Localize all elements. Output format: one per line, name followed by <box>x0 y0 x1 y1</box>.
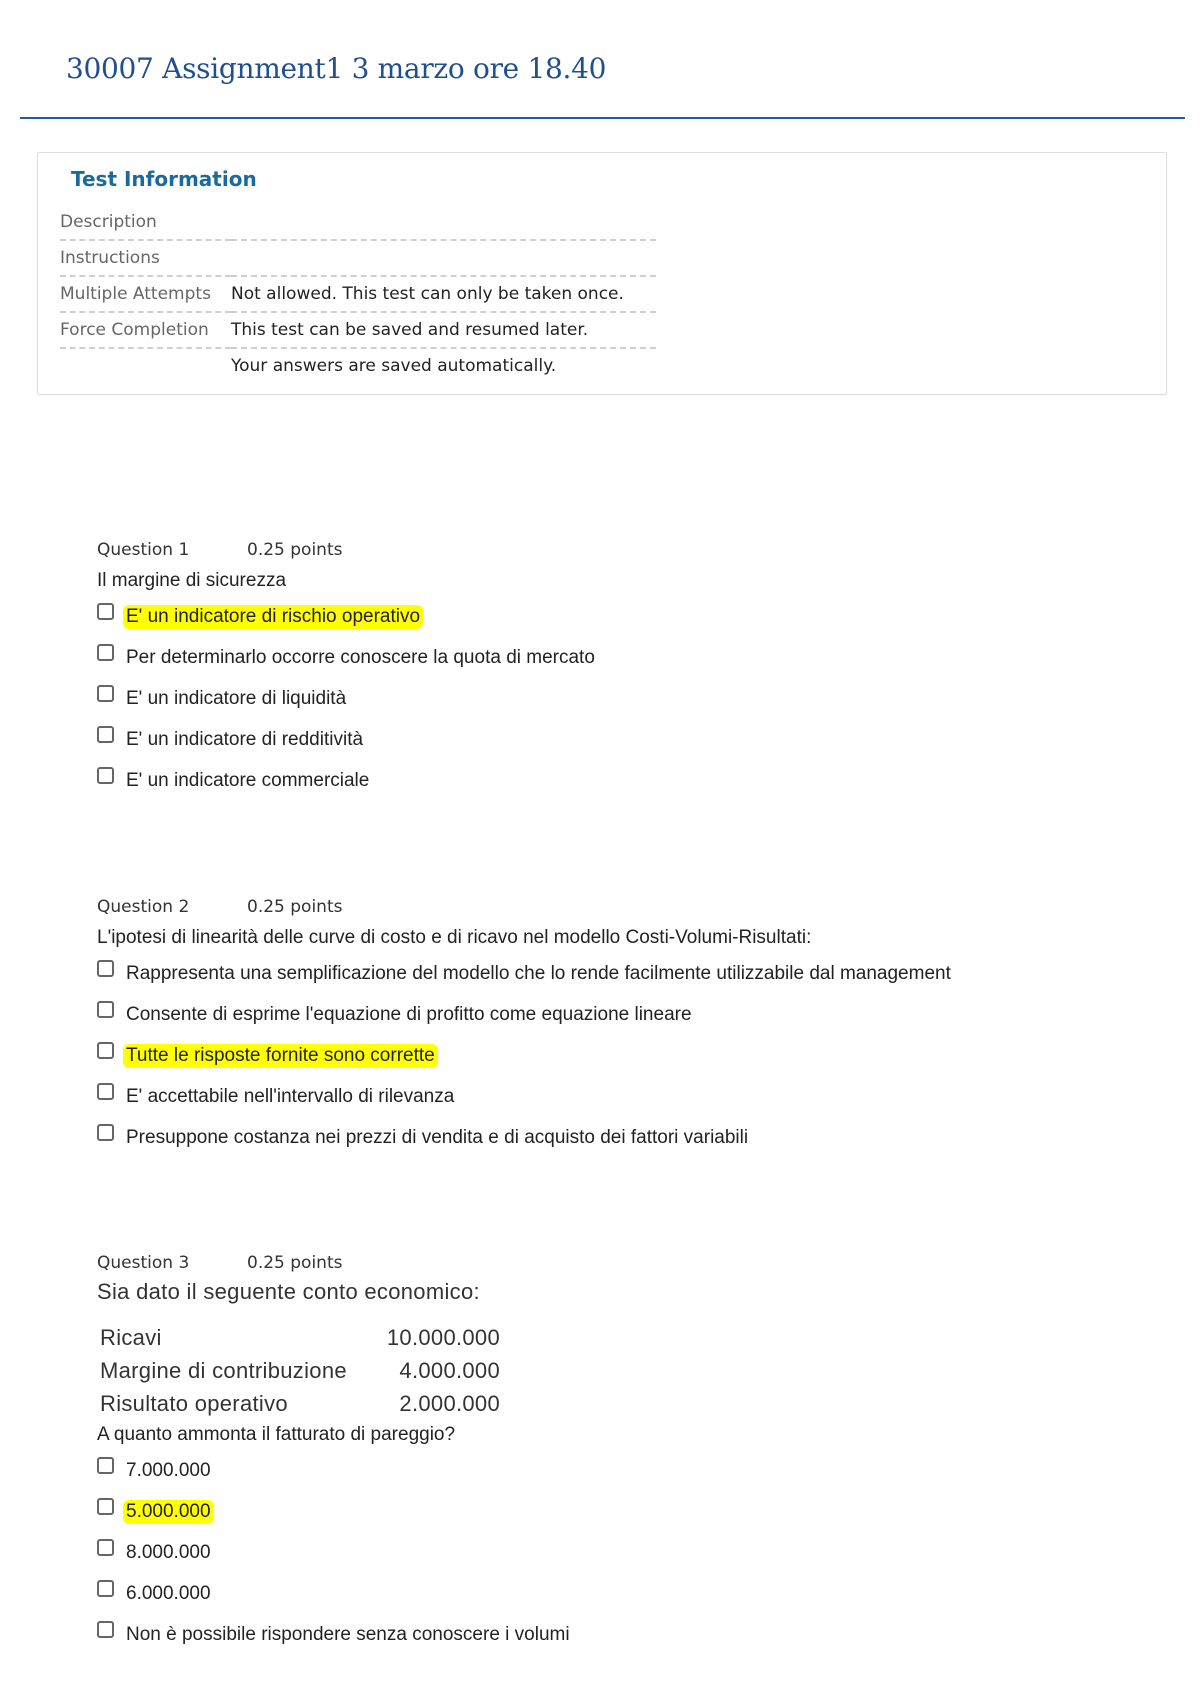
answer-option[interactable] <box>97 1117 1097 1158</box>
info-row-autosave <box>60 348 656 383</box>
question-header <box>97 1253 1097 1277</box>
answer-text: Consente di esprime l'equazione di profitto come equazione lineare <box>126 1003 692 1025</box>
income-label: Ricavi <box>100 1324 162 1350</box>
page-title: 30007 Assignment1 3 marzo ore 18.40 <box>66 52 607 85</box>
answer-checkbox[interactable] <box>97 1001 114 1018</box>
info-label: Description <box>60 205 231 240</box>
answer-checkbox[interactable] <box>97 1042 114 1059</box>
info-label: Instructions <box>60 240 231 276</box>
answer-option[interactable] <box>97 953 1097 994</box>
income-value: 2.000.000 <box>399 1390 500 1416</box>
question-text: L'ipotesi di linearità delle curve di costo e di ricavo nel modello Costi-Volumi-Risultati: <box>97 927 812 948</box>
question-1 <box>97 540 1097 801</box>
answer-checkbox[interactable] <box>97 685 114 702</box>
answer-text: E' un indicatore di rischio operativo <box>123 605 423 629</box>
answer-option[interactable] <box>97 1035 1097 1076</box>
answer-text: Presuppone costanza nei prezzi di vendita e di acquisto dei fattori variabili <box>126 1126 749 1148</box>
answer-list <box>97 596 1097 801</box>
title-divider <box>20 117 1185 119</box>
answer-option[interactable] <box>97 1614 1097 1655</box>
answer-option[interactable] <box>97 678 1097 719</box>
question-text: Il margine di sicurezza <box>97 570 287 591</box>
info-label: Force Completion <box>60 312 231 348</box>
info-label <box>60 348 231 383</box>
question-2 <box>97 897 1097 1158</box>
answer-text: E' un indicatore di liquidità <box>126 687 347 709</box>
question-points: 0.25 points <box>247 540 343 560</box>
question-intro: Sia dato il seguente conto economico: <box>97 1279 480 1304</box>
income-value: 10.000.000 <box>386 1324 500 1350</box>
answer-list <box>97 1450 1097 1655</box>
question-3 <box>97 1253 1097 1655</box>
question-number: Question 1 <box>97 540 190 560</box>
info-row-description <box>60 205 656 240</box>
answer-option[interactable] <box>97 1450 1097 1491</box>
answer-option[interactable] <box>97 1532 1097 1573</box>
answer-text: Per determinarlo occorre conoscere la quota di mercato <box>126 646 595 668</box>
answer-text: E' un indicatore commerciale <box>126 769 370 791</box>
income-label: Risultato operativo <box>100 1390 288 1416</box>
answer-checkbox[interactable] <box>97 1457 114 1474</box>
info-value: Not allowed. This test can only be taken once. <box>231 276 656 312</box>
answer-checkbox[interactable] <box>97 1124 114 1141</box>
answer-text: Non è possibile rispondere senza conoscere i volumi <box>126 1623 570 1645</box>
answer-checkbox[interactable] <box>97 1580 114 1597</box>
question-points: 0.25 points <box>247 897 343 917</box>
question-header <box>97 540 1097 564</box>
question-number: Question 3 <box>97 1253 190 1273</box>
answer-list <box>97 953 1097 1158</box>
answer-text: 5.000.000 <box>123 1500 214 1524</box>
answer-option[interactable] <box>97 1491 1097 1532</box>
answer-text: 6.000.000 <box>126 1582 211 1604</box>
question-number: Question 2 <box>97 897 190 917</box>
answer-checkbox[interactable] <box>97 644 114 661</box>
answer-option[interactable] <box>97 1573 1097 1614</box>
answer-text: E' un indicatore di redditività <box>126 728 364 750</box>
info-value: This test can be saved and resumed later. <box>231 312 656 348</box>
income-row <box>100 1321 500 1354</box>
info-row-force-completion <box>60 312 656 348</box>
answer-text: 7.000.000 <box>126 1459 211 1481</box>
test-information-heading: Test Information <box>71 167 257 191</box>
income-row <box>100 1387 500 1420</box>
answer-text: Tutte le risposte fornite sono corrette <box>123 1044 438 1068</box>
answer-checkbox[interactable] <box>97 960 114 977</box>
info-row-instructions <box>60 240 656 276</box>
answer-text: E' accettabile nell'intervallo di rilevanza <box>126 1085 455 1107</box>
answer-text: Rappresenta una semplificazione del modello che lo rende facilmente utilizzabile dal management <box>126 962 951 984</box>
income-value: 4.000.000 <box>399 1357 500 1383</box>
question-text: A quanto ammonta il fatturato di pareggio? <box>97 1424 456 1445</box>
answer-checkbox[interactable] <box>97 767 114 784</box>
answer-checkbox[interactable] <box>97 1498 114 1515</box>
answer-option[interactable] <box>97 637 1097 678</box>
answer-option[interactable] <box>97 760 1097 801</box>
test-information-table <box>60 205 656 383</box>
answer-option[interactable] <box>97 719 1097 760</box>
answer-option[interactable] <box>97 596 1097 637</box>
question-points: 0.25 points <box>247 1253 343 1273</box>
question-header <box>97 897 1097 921</box>
info-value <box>231 205 656 240</box>
income-row <box>100 1354 500 1387</box>
income-label: Margine di contribuzione <box>100 1357 347 1383</box>
answer-checkbox[interactable] <box>97 1539 114 1556</box>
answer-option[interactable] <box>97 1076 1097 1117</box>
answer-checkbox[interactable] <box>97 603 114 620</box>
answer-checkbox[interactable] <box>97 1621 114 1638</box>
answer-option[interactable] <box>97 994 1097 1035</box>
info-value <box>231 240 656 276</box>
answer-checkbox[interactable] <box>97 1083 114 1100</box>
income-statement-table <box>100 1321 500 1420</box>
info-row-multiple-attempts <box>60 276 656 312</box>
answer-text: 8.000.000 <box>126 1541 211 1563</box>
info-label: Multiple Attempts <box>60 276 231 312</box>
answer-checkbox[interactable] <box>97 726 114 743</box>
info-value: Your answers are saved automatically. <box>231 356 557 376</box>
